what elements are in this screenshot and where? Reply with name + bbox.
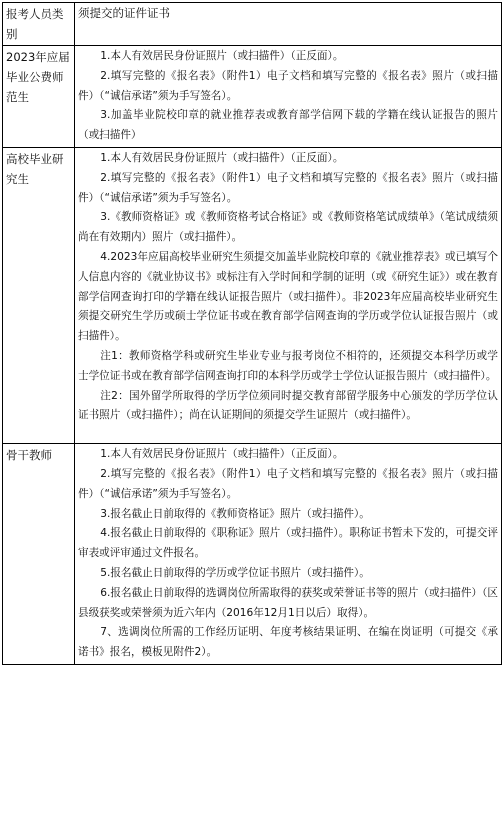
requirement-item: 1.本人有效居民身份证照片（或扫描件）（正反面）。 (100, 50, 344, 62)
blank-space (78, 426, 498, 442)
requirement-item: 3.《教师资格证》或《教师资格考试合格证》或《教师资格笔试成绩单》（笔试成绩须尚在有效期内）照片（或扫描件）。 (78, 211, 498, 244)
requirement-item: 2.填写完整的《报名表》（附件1）电子文档和填写完整的《报名表》照片（或扫描件）（“诚信承诺”须为手写签名）。 (78, 171, 498, 204)
requirement-item: 5.报名截止日前取得的学历或学位证书照片（或扫描件）。 (100, 566, 370, 579)
certificate-requirements-table (2, 2, 502, 665)
requirement-item: 1.本人有效居民身份证照片（或扫描件）（正反面）。 (100, 448, 344, 461)
note-item: 注2：国外留学所取得的学历学位须同时提交教育部留学服务中心颁发的学历学位认证书照片（或扫描件）；尚在认证期间的须提交学生证照片（或扫描件）。 (78, 389, 498, 422)
requirement-item: 1.本人有效居民身份证照片（或扫描件）（正反面）。 (100, 151, 344, 164)
requirements-cell (75, 46, 502, 148)
requirements-cell (75, 147, 502, 443)
requirements-cell (75, 444, 502, 665)
table-row-graduate-students (3, 147, 502, 443)
requirement-item: 4.2023年应届高校毕业研究生须提交加盖毕业院校印章的《就业推荐表》或已填写个人信息内容的《就业协议书》或标注有入学时间和学制的证明（或《研究生证》）或在教育部学信网查询打印的学籍在线认证报告照片（或扫描件）。非2023年应届高校毕业研究生须提交研究生学历或硕士学位证书或在教育部学信网查询的学历或学位认证报告照片（或扫描件）。 (78, 250, 498, 343)
requirement-item: 6.报名截止日前取得的选调岗位所需取得的获奖或荣誉证书等的照片（或扫描件）（区县级获奖或荣誉须为近六年内（2016年12月1日以后）取得）。 (78, 586, 498, 619)
requirement-item: 7、选调岗位所需的工作经历证明、年度考核结果证明、在编在岗证明（可提交《承诺书》报名，模板见附件2）。 (78, 626, 498, 659)
requirement-item: 3.报名截止日前取得的《教师资格证》照片（或扫描件）。 (100, 507, 370, 520)
requirement-item: 3.加盖毕业院校印章的就业推荐表或教育部学信网下载的学籍在线认证报告的照片（或扫描件） (78, 109, 498, 142)
header-requirements: 须提交的证件证书 (75, 3, 502, 46)
table-row-fee-free-normal-graduates (3, 46, 502, 148)
category-label: 2023年应届毕业公费师范生 (3, 46, 75, 148)
note-item: 注1：教师资格学科或研究生毕业专业与报考岗位不相符的，还须提交本科学历或学士学位证书或在教育部学信网查询打印的本科学历或学士学位认证报告照片（或扫描件）。 (78, 349, 498, 382)
header-category: 报考人员类别 (3, 3, 75, 46)
table-row-backbone-teachers (3, 444, 502, 665)
requirement-item: 2.填写完整的《报名表》（附件1）电子文档和填写完整的《报名表》照片（或扫描件）（“诚信承诺”须为手写签名）。 (78, 69, 498, 102)
requirement-item: 2.填写完整的《报名表》（附件1）电子文档和填写完整的《报名表》照片（或扫描件）（“诚信承诺”须为手写签名）。 (78, 467, 498, 500)
category-label: 高校毕业研究生 (3, 147, 75, 443)
table-header-row (3, 3, 502, 46)
category-label: 骨干教师 (3, 444, 75, 665)
requirement-item: 4.报名截止日前取得的《职称证》照片（或扫描件）。职称证书暂未下发的，可提交评审表或评审通过文件报名。 (78, 527, 498, 560)
